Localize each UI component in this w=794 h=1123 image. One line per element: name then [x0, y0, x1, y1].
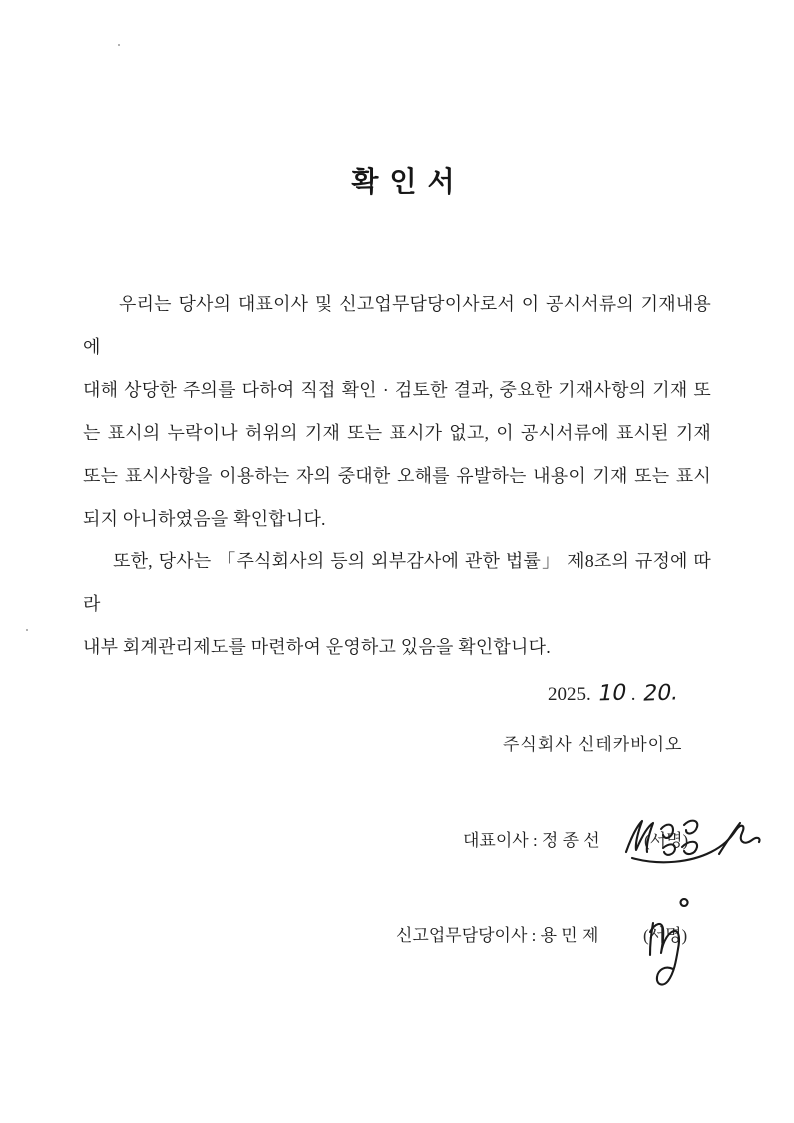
paragraph-line: 는 표시의 누락이나 허위의 기재 또는 표시가 없고, 이 공시서류에 표시된 기재 — [83, 423, 711, 443]
ceo-seal-label: (서명) — [644, 831, 689, 850]
paragraph-confirmation — [83, 283, 711, 541]
officer-seal-label: (서명) — [643, 926, 688, 945]
company-name: 주식회사 신테카바이오 — [503, 735, 683, 754]
paragraph-line: 대해 상당한 주의를 다하여 직접 확인 · 검토한 결과, 중요한 기재사항의 기재 또 — [83, 380, 711, 400]
scan-speck — [118, 44, 120, 46]
officer-title-name: 신고업무담당이사 : 용 민 제 — [396, 926, 599, 945]
date-separator: . — [630, 684, 636, 705]
ceo-title-name: 대표이사 : 정 종 선 — [463, 831, 600, 850]
officer-signature — [636, 890, 726, 990]
paragraph-line: 되지 아니하였음을 확인합니다. — [83, 509, 326, 529]
date-line — [548, 680, 680, 707]
ceo-signature — [616, 796, 766, 886]
paragraph-line: 또는 표시사항을 이용하는 자의 중대한 오해를 유발하는 내용이 기재 또는 표시 — [83, 466, 711, 486]
date-year: 2025. — [548, 684, 591, 705]
paragraph-line: 또한, 당사는 「주식회사의 등의 외부감사에 관한 법률」 제8조의 규정에 따라 — [83, 551, 711, 614]
handwritten-day: 20. — [640, 680, 680, 707]
document-title: 확 인 서 — [351, 167, 457, 198]
paragraph-line: 내부 회계관리제도를 마련하여 운영하고 있음을 확인합니다. — [83, 637, 551, 657]
scan-speck — [26, 629, 28, 631]
handwritten-month: 10 — [595, 680, 629, 707]
paragraph-internal-control — [83, 540, 711, 669]
paragraph-line: 우리는 당사의 대표이사 및 신고업무담당이사로서 이 공시서류의 기재내용에 — [83, 294, 711, 357]
